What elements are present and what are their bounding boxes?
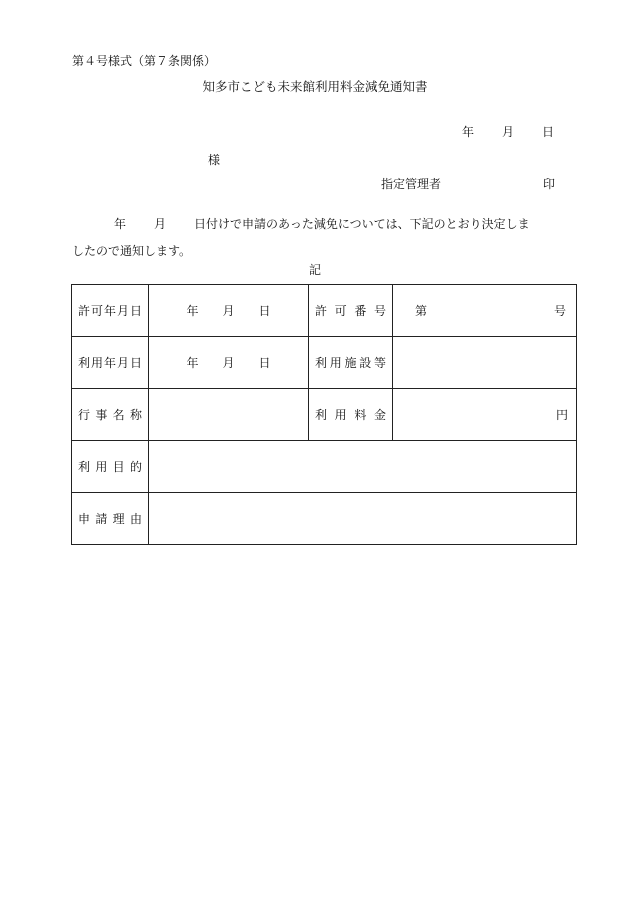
event-name-label: 行事名称 — [72, 389, 149, 441]
permit-day-label: 日 — [258, 304, 271, 318]
usage-year-label: 年 — [186, 356, 199, 370]
table-row — [72, 389, 577, 441]
usage-fee-label: 利用料金 — [309, 389, 393, 441]
body-text-line-2: したので通知します。 — [72, 244, 192, 258]
details-table — [71, 284, 577, 545]
permit-number-label: 許可番号 — [309, 285, 393, 337]
usage-day-label: 日 — [258, 356, 271, 370]
permit-date-field[interactable] — [149, 285, 309, 337]
permit-number-prefix: 第 — [415, 304, 428, 318]
body-year-label: 年 — [114, 217, 127, 231]
manager-label: 指定管理者 — [381, 177, 442, 191]
issue-month-label: 月 — [502, 125, 515, 139]
usage-month-label: 月 — [222, 356, 235, 370]
yen-unit: 円 — [555, 408, 568, 422]
recipient-honorific: 様 — [208, 153, 221, 167]
purpose-label: 利用目的 — [72, 441, 149, 493]
usage-date-field[interactable] — [149, 337, 309, 389]
body-month-label: 月 — [154, 217, 167, 231]
permit-number-suffix: 号 — [553, 304, 566, 318]
purpose-field[interactable] — [149, 441, 577, 493]
table-row — [72, 285, 577, 337]
document-title: 知多市こども未来館利用料金減免通知書 — [202, 79, 428, 94]
table-row — [72, 493, 577, 545]
reason-field[interactable] — [149, 493, 577, 545]
permit-year-label: 年 — [186, 304, 199, 318]
body-day-text: 日付けで申請のあった減免については、下記のとおり決定しま — [194, 217, 530, 231]
issue-year-label: 年 — [462, 125, 475, 139]
issue-day-label: 日 — [542, 125, 555, 139]
table-row — [72, 337, 577, 389]
permit-month-label: 月 — [222, 304, 235, 318]
facility-field[interactable] — [393, 337, 577, 389]
usage-date-label: 利用年月日 — [72, 337, 149, 389]
permit-date-label: 許可年月日 — [72, 285, 149, 337]
ki-heading: 記 — [308, 263, 321, 277]
table-row — [72, 441, 577, 493]
reason-label: 申請理由 — [72, 493, 149, 545]
seal-mark: 印 — [543, 177, 556, 191]
facility-label: 利用施設等 — [309, 337, 393, 389]
body-text-line-1 — [114, 216, 530, 232]
form-number: 第４号様式（第７条関係） — [72, 54, 217, 68]
usage-fee-field[interactable] — [393, 389, 577, 441]
permit-number-field[interactable] — [393, 285, 577, 337]
issue-date-line — [462, 124, 554, 140]
event-name-field[interactable] — [149, 389, 309, 441]
